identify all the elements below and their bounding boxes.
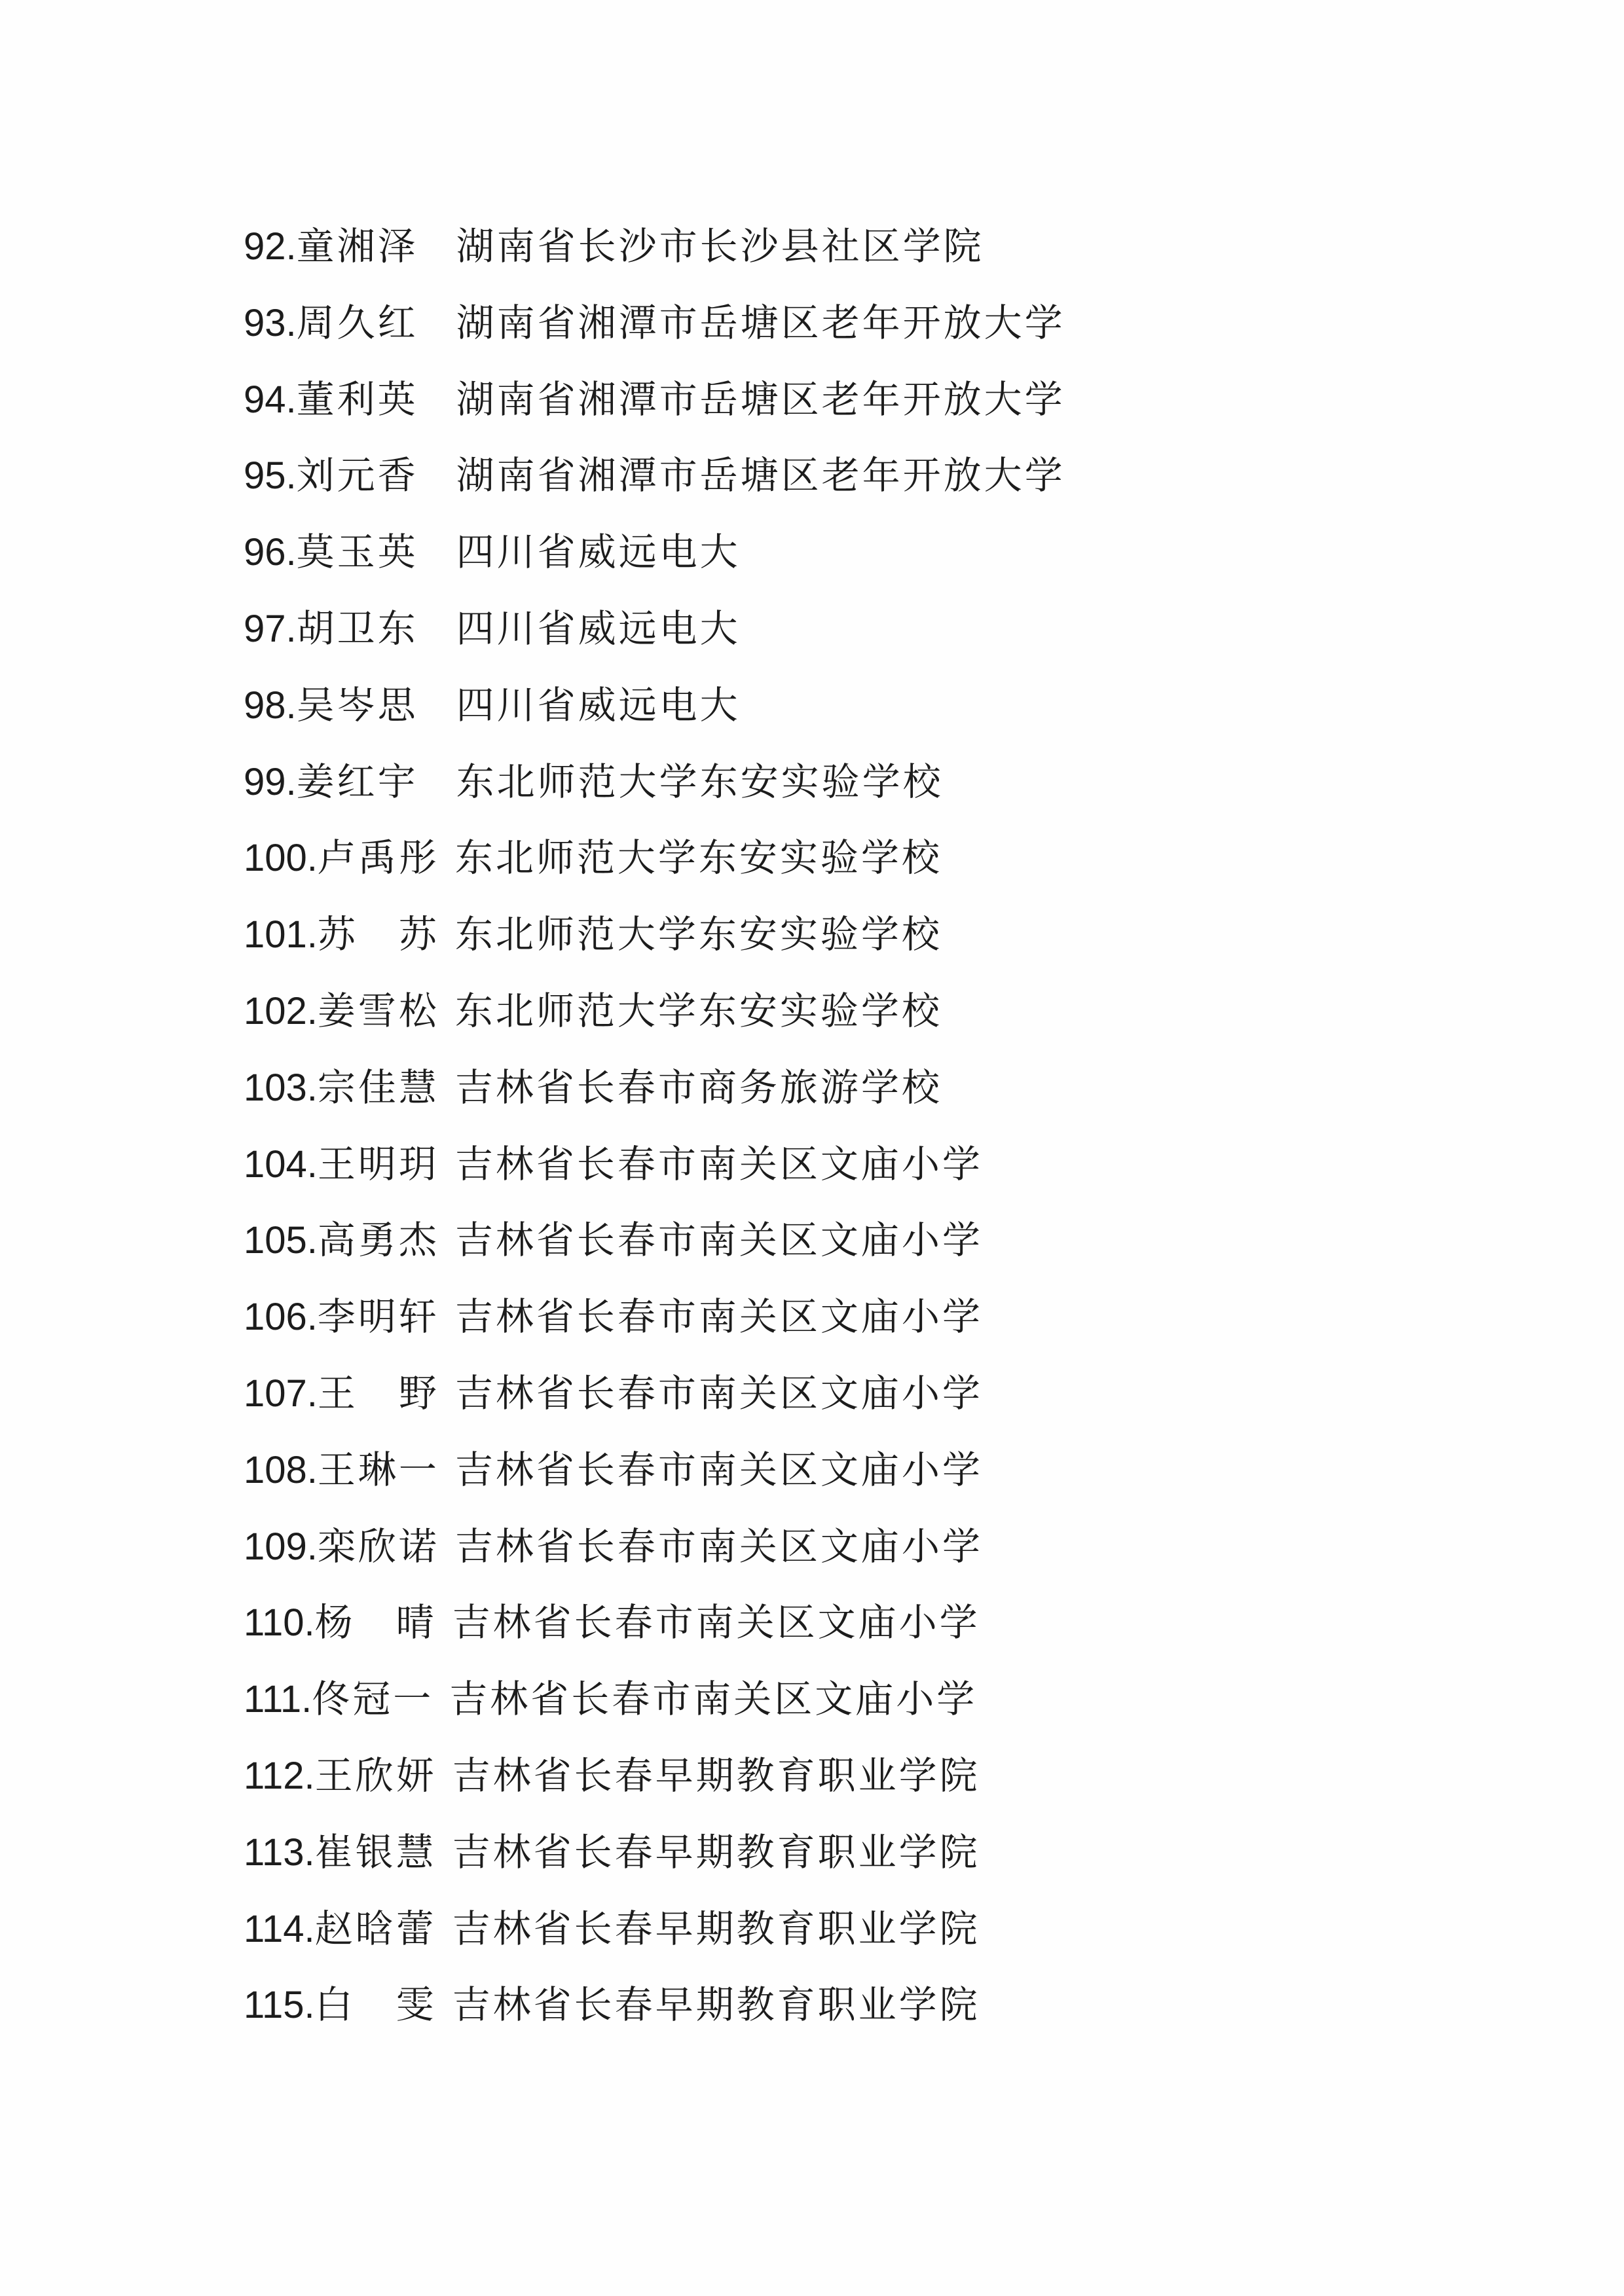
entry-number: 112. [244, 1754, 315, 1797]
entry-number: 110. [244, 1601, 315, 1645]
entry-name: 崔银慧 [314, 1829, 437, 1874]
entry-name: 吴岑思 [296, 682, 418, 727]
entry-number: 97. [244, 607, 297, 650]
list-item [244, 437, 1488, 514]
list-item [244, 1584, 1488, 1661]
entry-number: 96. [244, 531, 297, 574]
entry-number: 103. [244, 1066, 318, 1109]
entry-name: 杨 晴 [314, 1600, 437, 1645]
entry-number: 104. [244, 1142, 318, 1186]
entry-organization: 四川省威远电大 [456, 530, 741, 575]
entry-number: 111. [244, 1678, 312, 1721]
list-item [244, 361, 1488, 438]
entry-organization: 东北师范大学东安实验学校 [454, 988, 942, 1033]
entry-number: 93. [244, 301, 297, 344]
entry-name: 童湘泽 [296, 224, 418, 268]
entry-organization: 吉林省长春市商务旅游学校 [454, 1065, 942, 1110]
entry-organization: 吉林省长春市南关区文庙小学 [449, 1677, 978, 1722]
entry-number: 105. [244, 1219, 318, 1262]
entry-number: 102. [244, 989, 318, 1032]
entry-name: 王琳一 [317, 1447, 439, 1492]
entry-name: 苏 苏 [317, 912, 439, 957]
list-item [244, 208, 1488, 285]
entry-organization: 吉林省长春早期教育职业学院 [452, 1829, 980, 1874]
list-item [244, 1279, 1488, 1355]
entry-name: 佟冠一 [312, 1677, 434, 1722]
entry-organization: 四川省威远电大 [456, 606, 741, 651]
entry-name: 王欣妍 [314, 1753, 437, 1798]
list-item [244, 1432, 1488, 1508]
list-item [244, 285, 1488, 361]
list-item [244, 973, 1488, 1049]
entry-organization: 吉林省长春市南关区文庙小学 [454, 1523, 983, 1569]
list-item [244, 1355, 1488, 1432]
list-item [244, 514, 1488, 591]
entry-number: 92. [244, 225, 297, 268]
list-item [244, 1891, 1488, 1967]
entry-organization: 吉林省长春早期教育职业学院 [452, 1753, 980, 1798]
entry-organization: 湖南省长沙市长沙县社区学院 [456, 224, 984, 268]
entry-number: 107. [244, 1372, 318, 1415]
entry-number: 113. [244, 1831, 315, 1874]
entry-organization: 四川省威远电大 [456, 682, 741, 727]
list-item [244, 1967, 1488, 2043]
entry-organization: 吉林省长春市南关区文庙小学 [452, 1600, 980, 1645]
entry-organization: 吉林省长春早期教育职业学院 [452, 1906, 980, 1951]
entry-organization: 吉林省长春市南关区文庙小学 [454, 1294, 983, 1339]
entry-organization: 湖南省湘潭市岳塘区老年开放大学 [456, 376, 1065, 422]
entry-number: 101. [244, 913, 318, 957]
entry-organization: 吉林省长春市南关区文庙小学 [454, 1447, 983, 1492]
list-item [244, 667, 1488, 744]
entry-organization: 吉林省长春市南关区文庙小学 [454, 1370, 983, 1415]
list-item [244, 1738, 1488, 1814]
entry-name: 董利英 [296, 376, 418, 422]
entry-number: 100. [244, 837, 318, 880]
entry-name: 白 雯 [314, 1982, 437, 2028]
list-item [244, 896, 1488, 973]
entry-organization: 湖南省湘潭市岳塘区老年开放大学 [456, 453, 1065, 498]
entry-number: 94. [244, 378, 297, 421]
list-item [244, 820, 1488, 896]
list-item [244, 1508, 1488, 1585]
entry-name: 姜红宇 [296, 759, 418, 804]
entry-name: 胡卫东 [296, 606, 418, 651]
entry-name: 刘元香 [296, 453, 418, 498]
award-list [244, 208, 1488, 2043]
entry-number: 108. [244, 1448, 318, 1491]
entry-name: 栾欣诺 [317, 1523, 439, 1569]
list-item [244, 1126, 1488, 1203]
entry-name: 高勇杰 [317, 1218, 439, 1263]
entry-organization: 东北师范大学东安实验学校 [456, 759, 944, 804]
entry-organization: 吉林省长春市南关区文庙小学 [454, 1141, 983, 1186]
list-item [244, 1814, 1488, 1891]
entry-number: 114. [244, 1907, 315, 1950]
entry-name: 赵晗蕾 [314, 1906, 437, 1951]
entry-number: 99. [244, 760, 297, 803]
list-item [244, 591, 1488, 667]
list-item [244, 1049, 1488, 1126]
list-item [244, 1202, 1488, 1279]
entry-number: 109. [244, 1525, 318, 1568]
entry-organization: 吉林省长春早期教育职业学院 [452, 1982, 980, 2028]
entry-name: 莫玉英 [296, 530, 418, 575]
entry-number: 98. [244, 683, 297, 727]
entry-organization: 东北师范大学东安实验学校 [454, 835, 942, 881]
entry-number: 106. [244, 1296, 318, 1339]
entry-number: 95. [244, 454, 297, 498]
entry-organization: 东北师范大学东安实验学校 [454, 912, 942, 957]
entry-number: 115. [244, 1984, 315, 2027]
entry-name: 宗佳慧 [317, 1065, 439, 1110]
entry-name: 王明玥 [317, 1141, 439, 1186]
list-item [244, 744, 1488, 820]
entry-name: 李明轩 [317, 1294, 439, 1339]
entry-name: 周久红 [296, 300, 418, 345]
entry-organization: 湖南省湘潭市岳塘区老年开放大学 [456, 300, 1065, 345]
entry-name: 卢禹彤 [317, 835, 439, 881]
list-item [244, 1661, 1488, 1738]
entry-organization: 吉林省长春市南关区文庙小学 [454, 1218, 983, 1263]
entry-name: 王 野 [317, 1370, 439, 1415]
entry-name: 姜雪松 [317, 988, 439, 1033]
